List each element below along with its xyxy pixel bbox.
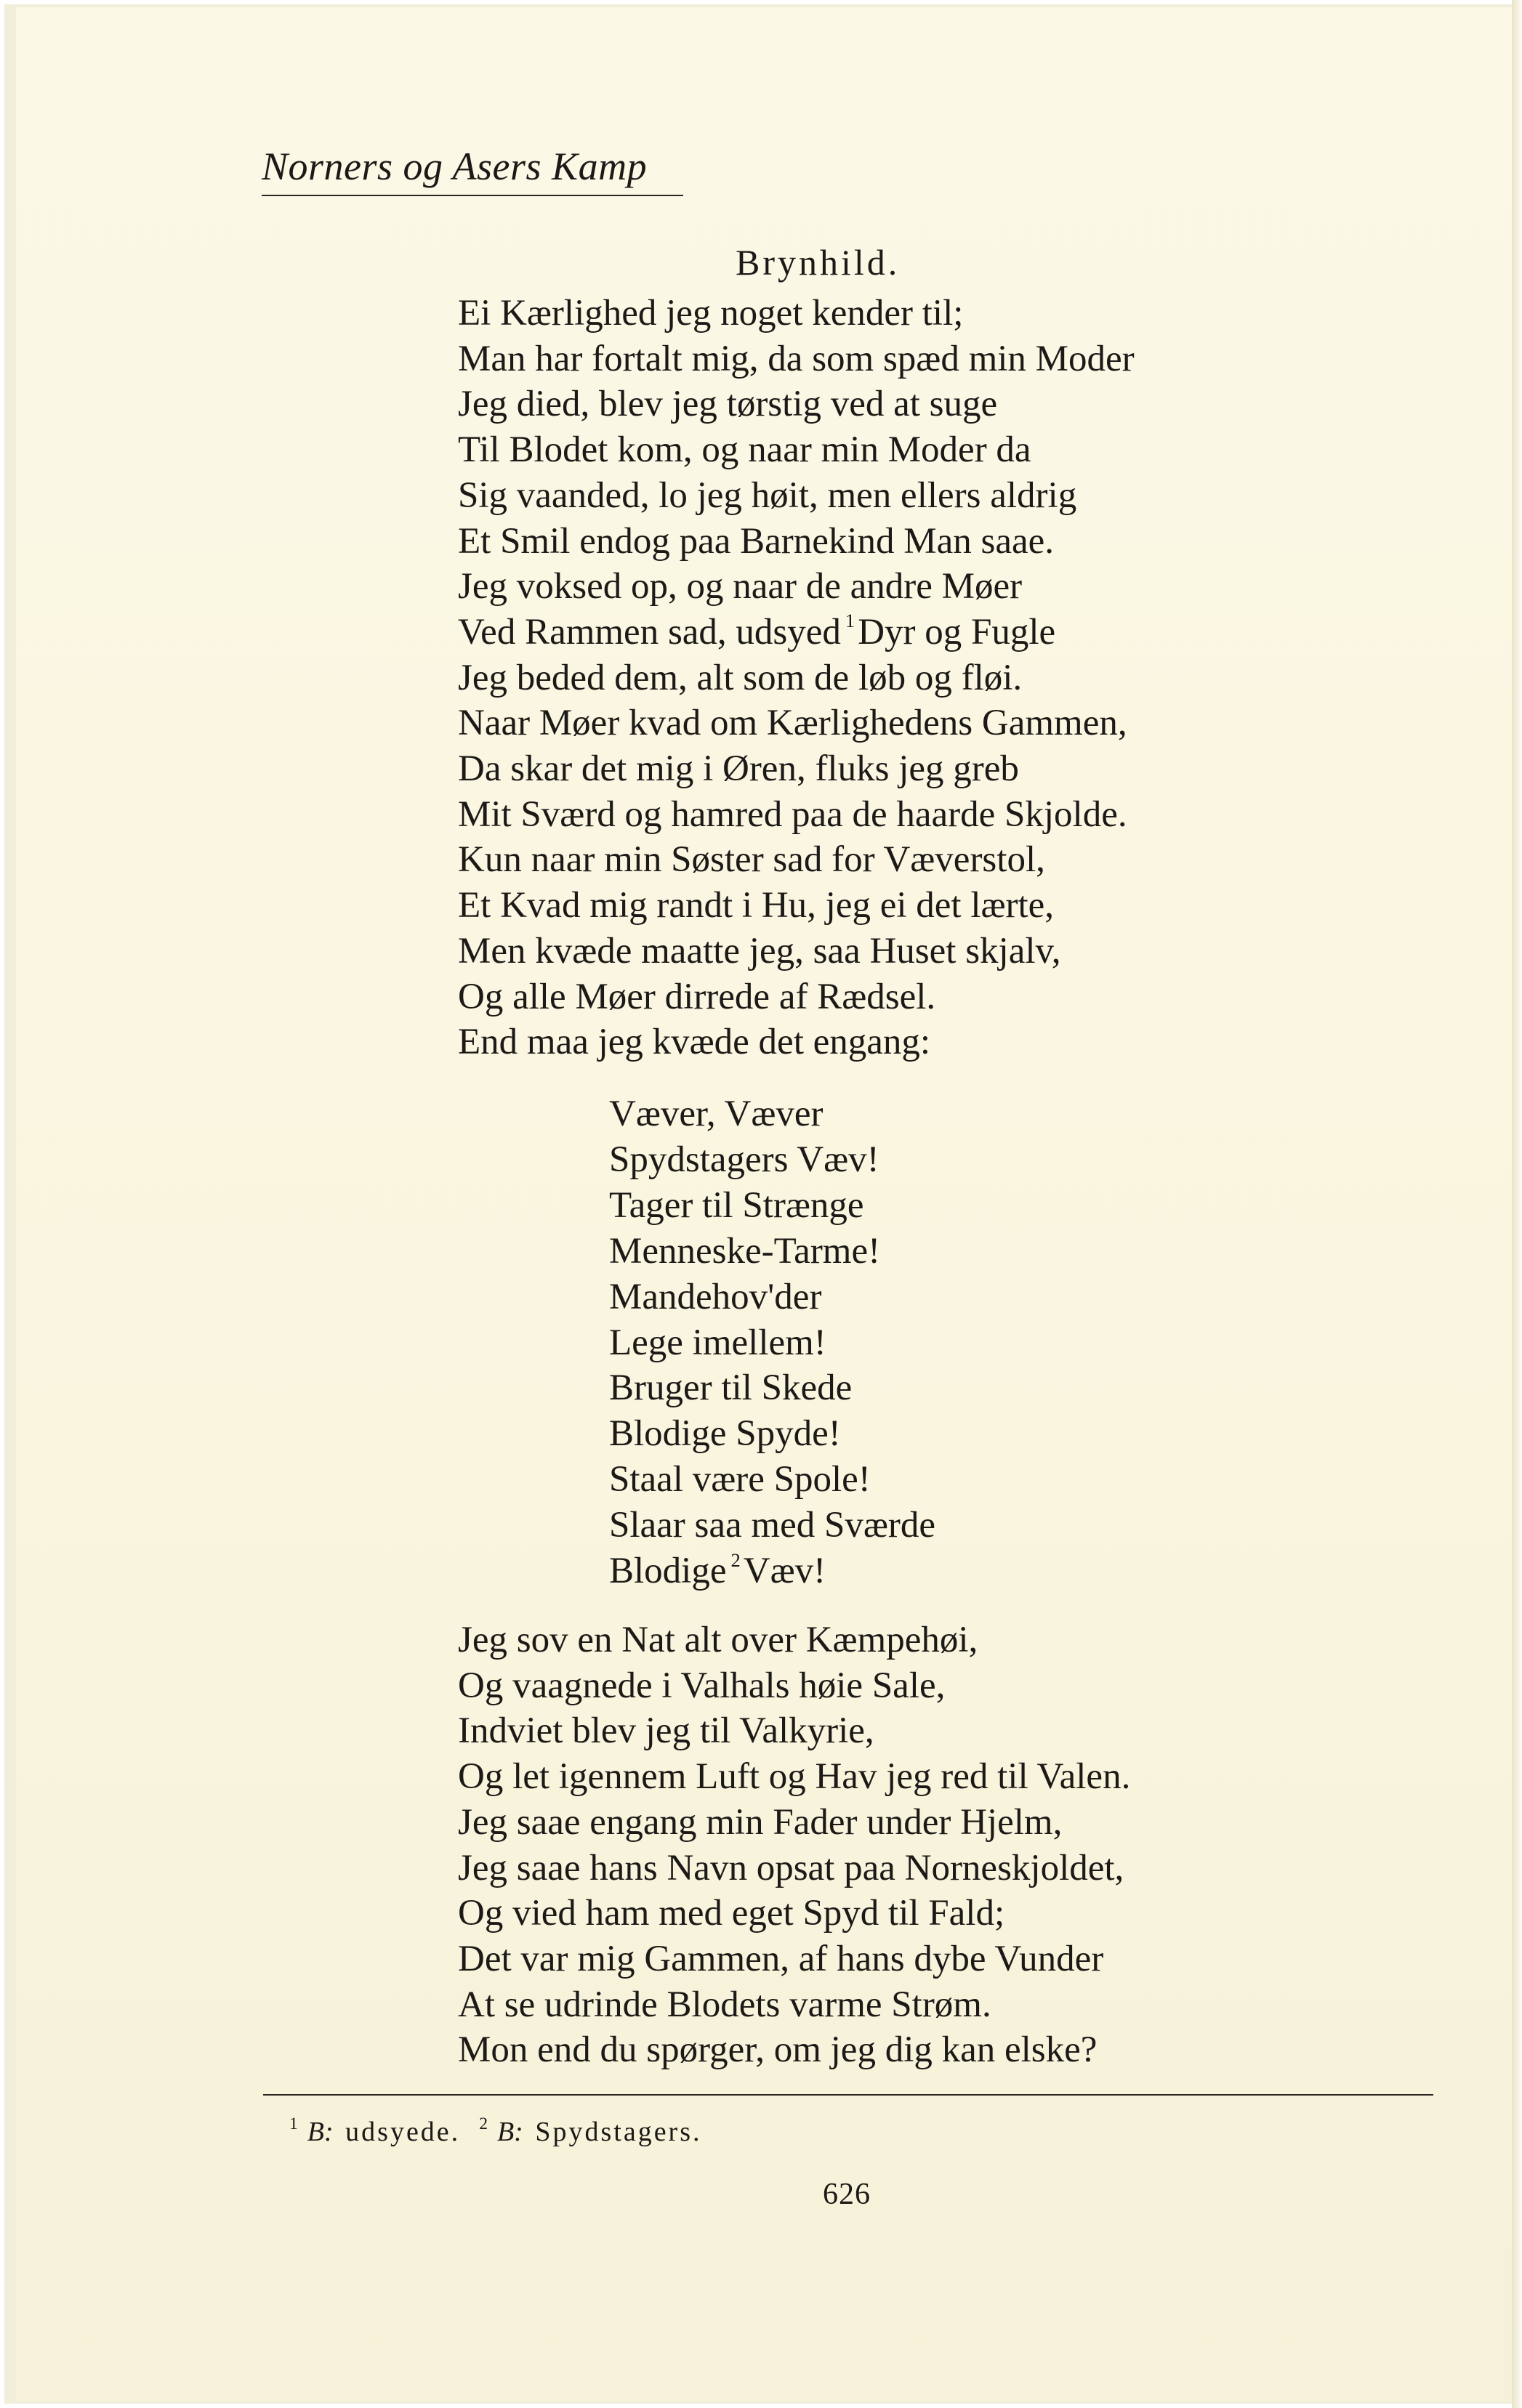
running-head-underline (262, 195, 683, 196)
verse-line: Mit Sværd og hamred paa de haarde Skjolde. (458, 793, 1127, 835)
verse-line: Jeg died, blev jeg tørstig ved at suge (458, 384, 998, 425)
verse-line: Jeg saae hans Navn opsat paa Norneskjoldet, (458, 1847, 1124, 1888)
footnote-ref-1[interactable]: 1 (845, 610, 855, 632)
footnote-source: B: (496, 2117, 523, 2147)
verse-line-part: Ved Rammen sad, udsyed (458, 611, 841, 652)
song-line: Slaar saa med Sværde (609, 1505, 935, 1546)
verse-line: Og alle Møer dirrede af Rædsel. (458, 976, 936, 1017)
verse-line: Jeg sov en Nat alt over Kæmpehøi, (458, 1620, 978, 1660)
song-line: Mandehov'der (609, 1276, 822, 1317)
page-edge (1512, 0, 1522, 2408)
verse-line: Indviet blev jeg til Valkyrie, (458, 1710, 874, 1752)
verse-line: Jeg saae engang min Fader under Hjelm, (458, 1801, 1063, 1843)
verse-line-part: Dyr og Fugle (858, 611, 1056, 652)
song-line: Bruger til Skede (609, 1367, 853, 1409)
verse-line: Et Smil endog paa Barnekind Man saae. (458, 520, 1055, 562)
verse-line: End maa jeg kvæde det engang: (458, 1022, 931, 1063)
footnote-mark: 1 (289, 2114, 300, 2133)
footnote-text: udsyede. (345, 2117, 461, 2147)
song-line: Spydstagers Væv! (609, 1139, 879, 1180)
verse-line: Og let igennem Luft og Hav jeg red til Valen. (458, 1756, 1131, 1798)
verse-line: Et Kvad mig randt i Hu, jeg ei det lærte, (458, 885, 1055, 926)
verse-line: Kun naar min Søster sad for Væverstol, (458, 839, 1045, 881)
song-line: Blodige Spyde! (609, 1413, 841, 1455)
verse-line: At se udrinde Blodets varme Strøm. (458, 1984, 991, 2025)
verse-line: Jeg voksed op, og naar de andre Møer (458, 566, 1023, 607)
verse-line: Da skar det mig i Øren, fluks jeg greb (458, 748, 1019, 790)
verse-line (458, 610, 1490, 655)
verse-line: Og vied ham med eget Spyd til Fald; (458, 1893, 1005, 1934)
footnote-text: Spydstagers. (535, 2117, 702, 2147)
footnotes (289, 2116, 702, 2148)
verse-line: Ei Kærlighed jeg noget kender til; (458, 293, 964, 334)
stanza-1 (458, 291, 1490, 1065)
running-head: Norners og Asers Kamp (262, 145, 648, 188)
song-line: Lege imellem! (609, 1322, 826, 1363)
verse-line: Til Blodet kom, og naar min Moder da (458, 429, 1031, 471)
song-line-part: Væv! (743, 1551, 826, 1592)
footnote-ref-2[interactable]: 2 (730, 1548, 741, 1571)
song-line: Væver, Væver (609, 1094, 824, 1134)
footnote-divider (263, 2094, 1433, 2096)
verse-line: Sig vaanded, lo jeg høit, men ellers aldrig (458, 474, 1077, 516)
verse-line: Det var mig Gammen, af hans dybe Vunder (458, 1938, 1104, 1979)
verse-line: Og vaagnede i Valhals høie Sale, (458, 1665, 946, 1706)
speaker-name: Brynhild. (736, 242, 901, 283)
song-line: Tager til Strænge (609, 1184, 864, 1226)
song-line: Menneske-Tarme! (609, 1230, 881, 1272)
verse-line: Men kvæde maatte jeg, saa Huset skjalv, (458, 930, 1061, 971)
verse-line: Jeg beded dem, alt som de løb og fløi. (458, 657, 1023, 698)
page-number: 626 (823, 2178, 871, 2211)
stanza-2 (458, 1617, 1490, 2073)
song-line (609, 1548, 935, 1594)
verse-line: Man har fortalt mig, da som spæd min Moder (458, 338, 1135, 379)
song-line-part: Blodige (609, 1551, 727, 1592)
verse-line: Mon end du spørger, om jeg dig kan elske? (458, 2029, 1098, 2071)
footnote-mark: 2 (479, 2114, 490, 2133)
footnote-source: B: (307, 2117, 334, 2147)
verse-line: Naar Møer kvad om Kærlighedens Gammen, (458, 703, 1127, 744)
song-line: Staal være Spole! (609, 1459, 871, 1500)
weaving-song (609, 1091, 935, 1594)
